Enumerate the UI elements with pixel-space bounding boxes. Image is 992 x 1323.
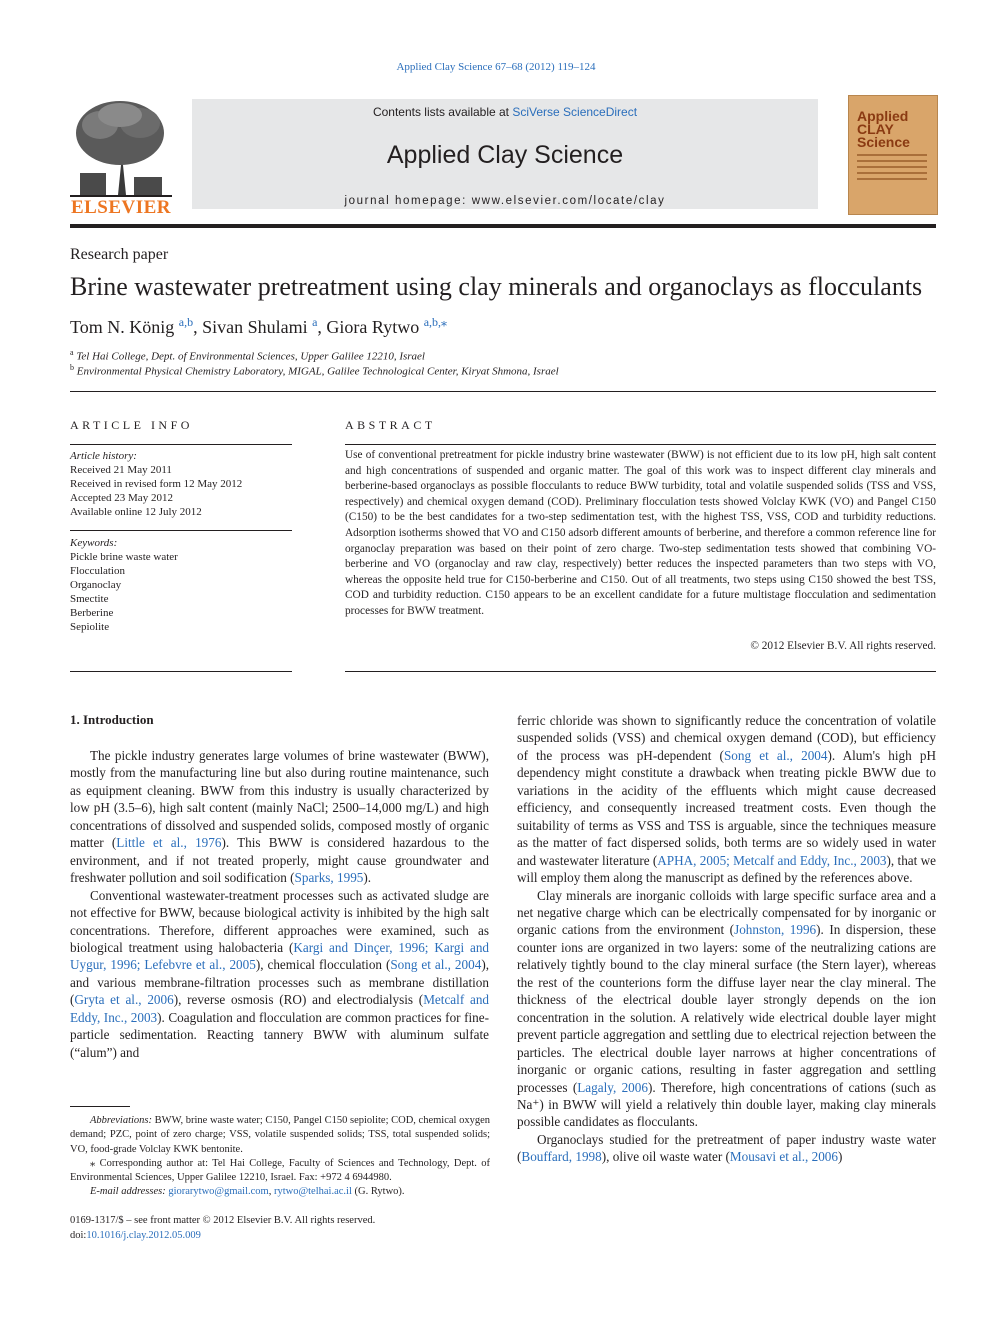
publisher-name: ELSEVIER xyxy=(70,197,172,218)
author-affil-ref[interactable]: a xyxy=(312,315,318,329)
footnotes xyxy=(70,1114,490,1200)
affiliation-marker: b xyxy=(70,363,74,372)
history-item: Accepted 23 May 2012 xyxy=(70,492,173,504)
citation-link[interactable]: Bouffard, 1998 xyxy=(521,1149,602,1165)
text-run: ), olive oil waste water ( xyxy=(601,1149,730,1165)
affiliation-text: Tel Hai College, Dept. of Environmental Sciences, Upper Galilee 12210, Israel xyxy=(76,350,425,363)
paper-title: Brine wastewater pretreatment using clay minerals and organoclays as flocculants xyxy=(70,272,923,301)
divider xyxy=(345,444,936,445)
citation-link[interactable]: Song et al., 2004 xyxy=(390,957,482,973)
citation-link[interactable]: Song et al., 2004 xyxy=(723,747,828,763)
keyword: Berberine xyxy=(70,607,114,619)
affiliation-text: Environmental Physical Chemistry Laboratory, MIGAL, Galilee Technological Center, Kiryat Shmona, Israel xyxy=(76,365,559,378)
author-name: Sivan Shulami xyxy=(202,317,308,337)
text-run: ), reverse osmosis (RO) and electrodialysis ( xyxy=(173,992,424,1008)
footnote-text: BWW, brine waste water; C150, Pangel C150 sepiolite; COD, chemical oxygen demand; PZC, point of zero charge; VSS, volatile suspended solids; TSS, total suspended solids; VO, food-grade Volclay KWK bentonite. xyxy=(70,1115,490,1155)
doi-link[interactable]: 10.1016/j.clay.2012.05.009 xyxy=(86,1229,201,1241)
text-run: ferric chloride was shown to significantly reduce the concentration of volatile suspended solids (VSS) and chemical oxygen demand (COD), but efficiency of the process was pH-dependent ( xyxy=(517,713,936,763)
text-run: Organoclays studied for the pretreatment of paper industry waste water ( xyxy=(517,1131,936,1165)
article-history xyxy=(70,449,292,519)
text-run: The pickle industry generates large volumes of brine wastewater (BWW), mostly from the manufacturing line but also during routine maintenance, such as equipment cleaning. BWW from this industry is usually characterized by low pH (3.5–6), high salt content (mainly NaCl; 2500–14,000 mg/L) and high concentrations of dissolved and suspended solids, composed mostly of organic matter ( xyxy=(70,748,489,851)
email-link[interactable]: rytwo@telhai.ac.il xyxy=(273,1186,352,1198)
text-run: ). In dispersion, these counter ions are organized in two layers: some of the neutralizing cations are relatively tightly bound to the clay mineral surface (the Stern layer), whereas the rest of the counterions form the diffuse layer near the clay mineral. The thickness of the electrical double layer strongly depends on the ion concentration in the solution. A relatively wide electrical double layer might prevent particle aggregation and settling due to electrical rejection between the particles. The electrical double layer narrows at higher concentrations of inorganic or organic cations, resulting in faster aggregation and settling processes ( xyxy=(517,922,936,1095)
history-item: Received 21 May 2011 xyxy=(70,464,172,476)
journal-name: Applied Clay Science xyxy=(386,141,624,169)
author-name: Giora Rytwo xyxy=(326,317,420,337)
journal-homepage[interactable]: journal homepage: www.elsevier.com/locate/clay xyxy=(344,195,666,207)
contents-line xyxy=(192,105,818,119)
divider xyxy=(70,671,292,672)
doi-line xyxy=(70,1229,375,1244)
sciencedirect-link[interactable]: SciVerse ScienceDirect xyxy=(512,105,638,119)
text-run: ). Therefore, high concentrations of cations (such as Na⁺) in BWW will yield a relatively thin double layer, making clay minerals possible candidates as flocculants. xyxy=(517,1079,936,1130)
text-run: Conventional wastewater-treatment processes such as activated sludge are not effective for BWW, because biological activity is inhibited by the high salt concentrations. Therefore, different approaches were examined, such as biological treatment using halobacteria ( xyxy=(70,887,489,955)
text-run: ). Coagulation and flocculation are common practices for fine-particle sedimentation. Reacting tannery BWW with aluminum sulfate (“alum”) and xyxy=(70,1009,489,1060)
text-run: ), and various membrane-filtration processes such as membrane distillation ( xyxy=(70,957,490,1008)
journal-cover-image xyxy=(848,95,938,215)
author-list: Tom N. König $^{a,b}$, Sivan Shulami $^a$, Giora Rytwo $^{a,b,⁎}$ xyxy=(70,315,448,337)
issn-line: 0169-1317/$ – see front matter © 2012 Elsevier B.V. All rights reserved. xyxy=(70,1215,376,1226)
keyword: Pickle brine waste water xyxy=(70,551,178,563)
footnote-text: (G. Rytwo). xyxy=(351,1186,405,1198)
paragraph xyxy=(70,747,489,887)
text-run: Clay minerals are inorganic colloids with large specific surface area and a net negative charge which can be electrically compensated for by inorganic or organic cations from the environment ( xyxy=(517,887,936,938)
cover-decoration xyxy=(857,154,927,184)
copyright: © 2012 Elsevier B.V. All rights reserved. xyxy=(750,640,936,652)
journal-reference[interactable]: Applied Clay Science 67–68 (2012) 119–124 xyxy=(396,61,596,73)
text-run: ), chemical flocculation ( xyxy=(255,957,391,973)
divider xyxy=(70,444,292,445)
bottom-identifiers xyxy=(70,1214,375,1243)
author-affil-ref[interactable]: a,b xyxy=(178,315,194,329)
text-run: ), that we will employ them along the manuscript as defined by the references above. xyxy=(517,852,936,886)
citation-link[interactable]: Sparks, 1995 xyxy=(294,870,364,886)
abstract-caption: ABSTRACT xyxy=(345,418,436,432)
footnote-abbreviations xyxy=(70,1114,490,1157)
masthead-rule xyxy=(70,224,936,228)
history-item: Available online 12 July 2012 xyxy=(70,506,202,518)
citation-link[interactable]: Gryta et al., 2006 xyxy=(74,992,174,1008)
paragraph xyxy=(70,887,489,1062)
divider xyxy=(70,530,292,531)
citation-link[interactable]: APHA, 2005; Metcalf and Eddy, Inc., 2003 xyxy=(657,852,887,868)
contents-prefix: Contents lists available at xyxy=(372,105,513,119)
divider xyxy=(70,391,936,392)
paragraph xyxy=(517,887,936,1131)
author-affil-ref[interactable]: a,b,⁎ xyxy=(423,315,448,329)
email-link[interactable]: giorarytwo@gmail.com xyxy=(168,1186,269,1198)
keyword: Sepiolite xyxy=(70,621,110,633)
author-name: Tom N. König xyxy=(70,317,175,337)
abstract-text: Use of conventional pretreatment for pickle industry brine wastewater (BWW) is not efficient due to its low pH, high salt content and high concentrations of suspended and organic matter. The goal of this work was to inspect different clay minerals and berberine-based organoclays as possible flocculants to reduce BWW turbidity, total and volatile suspended solids (TSS and VSS, respectively) and chemical oxygen demand (COD). Preliminary flocculation tests showed Volclay KWK (VO) and Pangel C150 (C150) to be the best candidates for a two-step sedimentation test, with the highest TSS, VSS, COD and turbidity reductions. Adsorption isotherms showed that VO and C150 adsorb different amounts of berberine, and therefore a common reference line for organoclay preparation was based on their point of zero charge. Two-step sedimentation tests showed that combining VO-berberine and VO (organoclay and raw clay, respectively) better reduces the inspected parameters than two steps with VO, whereas the opposite held true for C150-berberine and C150. Out of all treatments, two steps using C150 showed the best TSS, COD and turbidity reduction. C150 appears to be an excellent candidate for a future multistage flocculation and sedimentation processes for BWW treatment. xyxy=(345,449,936,617)
text-run: ). xyxy=(363,870,372,886)
text-run: ). Alum's high pH dependency might constitute a drawback when treating pickle BWW due to variations in the acidity of the effluents which might cause decreased efficiency, and consequently increased treatment costs. Even though the suitability of terms as VSS and TSS is arguable, since the techniques measure as the matter of fact dispersed solids, both terms are so widely used in water and wastewater literature ( xyxy=(517,747,936,868)
doi-label: doi: xyxy=(70,1229,87,1241)
history-item: Received in revised form 12 May 2012 xyxy=(70,478,243,490)
citation-link[interactable]: Little et al., 1976 xyxy=(116,835,222,851)
journal-banner xyxy=(192,99,818,209)
citation-link[interactable]: Lagaly, 2006 xyxy=(577,1079,648,1095)
affiliation-marker: a xyxy=(70,348,74,357)
masthead xyxy=(70,93,936,223)
citation-link[interactable]: Metcalf and Eddy, Inc., 2003 xyxy=(70,992,490,1025)
footnote-text: , xyxy=(268,1186,274,1198)
body-column-right xyxy=(517,712,936,1166)
footnote-label: Abbreviations: xyxy=(90,1115,153,1126)
paragraph xyxy=(517,712,936,887)
footnote-rule xyxy=(70,1106,130,1107)
citation-link[interactable]: Johnston, 1996 xyxy=(734,922,817,938)
section-heading: 1. Introduction xyxy=(70,712,154,727)
keywords xyxy=(70,536,292,634)
keyword: Organoclay xyxy=(70,579,122,591)
citation-link[interactable]: Mousavi et al., 2006 xyxy=(729,1149,838,1165)
history-heading: Article history: xyxy=(70,450,137,462)
text-run: ). This BWW is considered hazardous to the environment, and if not treated properly, might cause groundwater and freshwater pollution and soil sodification ( xyxy=(70,835,489,886)
cover-title: Applied CLAY Science xyxy=(857,108,910,150)
footnote-corresponding: ⁎ Corresponding author at: Tel Hai College, Faculty of Sciences and Technology, Dept. of Environmental Sciences, Upper Galilee 12210, Israel. Fax: +972 4 6944980. xyxy=(70,1157,490,1184)
footnote-email xyxy=(70,1185,490,1199)
article-info-caption: ARTICLE INFO xyxy=(70,418,193,432)
footnote-label: E-mail addresses: xyxy=(90,1186,166,1198)
paper-type: Research paper xyxy=(70,246,169,263)
divider xyxy=(345,671,936,672)
keywords-heading: Keywords: xyxy=(70,537,118,549)
affiliation-b xyxy=(70,363,559,378)
paragraph xyxy=(517,1131,936,1166)
keyword: Smectite xyxy=(70,593,109,605)
body-column-left xyxy=(70,747,489,1061)
citation-link[interactable]: Kargi and Dinçer, 1996; Kargi and Uygur, 1996; Lefebvre et al., 2005 xyxy=(70,939,490,973)
affiliation-a xyxy=(70,348,425,363)
text-run: ) xyxy=(837,1149,843,1165)
keyword: Flocculation xyxy=(70,565,125,577)
